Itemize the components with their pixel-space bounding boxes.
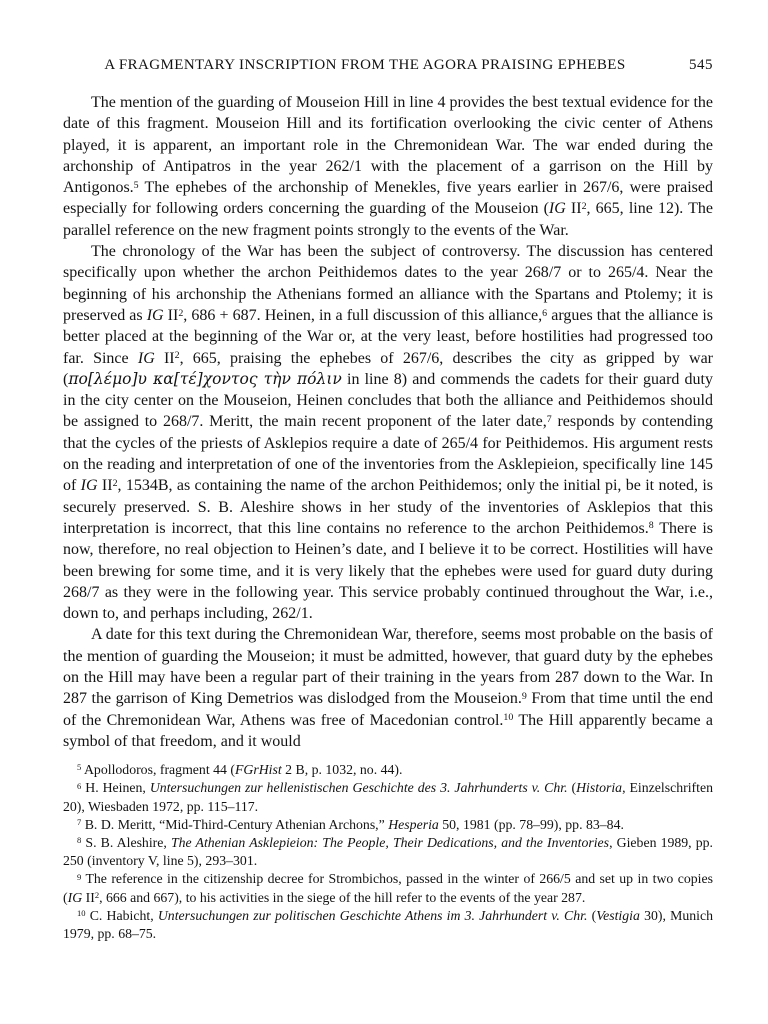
body-paragraph: The mention of the guarding of Mouseion Hill in line 4 provides the best textual evidence for the date of this fragment. Mouseion Hill and its fortification overlooking the civic center of Athens played, it is apparent, an important role in the Chremonidean War. The war ended during the archonship of Antipatros in the year 262/1 with the placement of a garrison on the Hill by Antigonos.$^5$ The ephebes of the archonship of Menekles, five years earlier in 267/6, were praised especially for following orders concerning the guarding of the Mouseion (IG $II^2$, 665, line 12). The parallel reference on the new fragment points strongly to the events of the War. [63, 94, 714, 239]
footnote-item: $^6$ H. Heinen, Untersuchungen zur hellenistischen Geschichte des 3. Jahrhunderts v. Chr. (Historia, Einzelschriften 20), Wiesbaden 1972, pp. 115–117. [63, 780, 713, 814]
footnotes [63, 761, 713, 943]
footnote-item: $^{10}$ C. Habicht, Untersuchungen zur politischen Geschichte Athens im 3. Jahrhundert v. Chr. (Vestigia 30), Munich 1979, pp. 68–75. [63, 907, 713, 942]
footnote-item: $^7$ B. D. Meritt, “Mid-Third-Century Athenian Archons,” Hesperia 50, 1981 (pp. 78–99), pp. 83–84. [77, 816, 624, 832]
body-paragraph: A date for this text during the Chremonidean War, therefore, seems most probable on the basis of the mention of guarding the Mouseion; it must be admitted, however, that guard duty by the ephebes on the Hill may have been a regular part of their training in the years from 287 down to the War. In 287 the garrison of King Demetrios was dislodged from the Mouseion.$^9$ From that time until the end of the Chremonidean War, Athens was free of Macedonian control.$^{10}$ The Hill apparently became a symbol of that freedom, and it would [63, 626, 714, 750]
footnote-item: $^8$ S. B. Aleshire, The Athenian Asklepieion: The People, Their Dedications, and the Inventories, Gieben 1989, pp. 250 (inventory V, line 5), 293–301. [63, 835, 713, 869]
article-body [63, 92, 713, 752]
footnote-item: $^5$ Apollodoros, fragment 44 (FGrHist 2 B, p. 1032, no. 44). [77, 762, 403, 778]
footnote-item: $^9$ The reference in the citizenship decree for Strombichos, passed in the winter of 266/5 and set up in two copies (IG $II^2$, 666 and 667), to his activities in the siege of the hill refer to the events of the year 287. [63, 871, 713, 905]
page-number: 545 [689, 57, 713, 73]
running-head [63, 56, 713, 74]
body-paragraph: The chronology of the War has been the subject of controversy. The discussion has centered specifically upon whether the archon Peithidemos dates to the year 268/7 or to 265/4. Near the beginning of his archonship the Athenians formed an alliance with the Spartans and Ptolemy; it is preserved as IG $II^2$, 686 + 687. Heinen, in a full discussion of this alliance,$^6$ argues that the alliance is better placed at the beginning of the War or, at the very least, before hostilities had progressed too far. Since IG $II^2$, 665, praising the ephebes of 267/6, describes the city as gripped by war (πο[λέμο]υ κα[τέ]χοντος τὴν πόλιν in line 8) and commends the cadets for their guard duty in the city center on the Mouseion, Heinen concludes that both the alliance and Peithidemos should be assigned to 268/7. Meritt, the main recent proponent of the later date,$^7$ responds by contending that the cycles of the priests of Asklepios require a date of 265/4 for Peithidemos. His argument rests on the reading and interpretation of one of the inventories from the Asklepieion, specifically line 145 of IG $II^2$, 1534B, as containing the name of the archon Peithidemos; only the initial pi, be it noted, is securely preserved. S. B. Aleshire shows in her study of the inventories of Asklepios that this interpretation is incorrect, that this line contains no reference to the archon Peithidemos.$^8$ There is now, therefore, no real objection to Heinen’s date, and I believe it to be correct. Hostilities will have been brewing for some time, and it is very likely that the ephebes were used for guard duty during 268/7 as they were in the following year. This service probably continued throughout the War, i.e., down to, and perhaps including, 262/1. [63, 243, 714, 623]
running-head-title: A FRAGMENTARY INSCRIPTION FROM THE AGORA PRAISING EPHEBES [104, 57, 626, 73]
